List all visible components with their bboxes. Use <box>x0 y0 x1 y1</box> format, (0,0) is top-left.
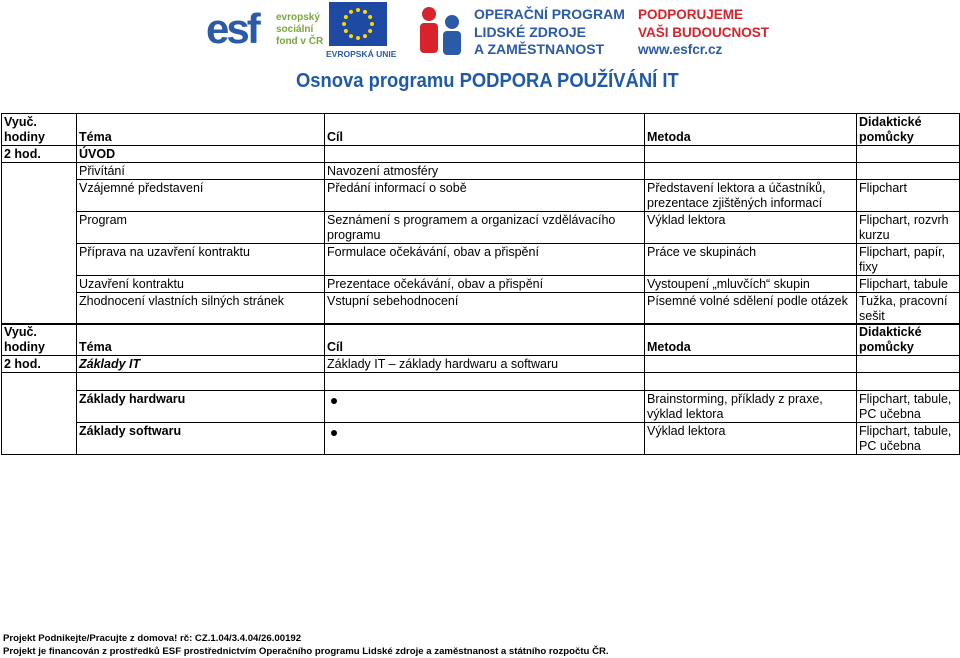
row-aids: Tužka, pracovní sešit <box>857 293 960 325</box>
spacer-row <box>2 373 960 391</box>
op-text <box>474 6 625 59</box>
row-method: Představení lektora a účastníků, prezentace zjištěných informací <box>645 180 857 212</box>
bullet-icon <box>331 430 337 436</box>
table-row <box>2 212 960 244</box>
row-aids: Flipchart <box>857 180 960 212</box>
section-goal: Základy IT – základy hardwaru a softwaru <box>325 356 645 373</box>
row-method: Výklad lektora <box>645 423 857 455</box>
op-people-icon <box>416 4 466 58</box>
table-row <box>2 180 960 212</box>
table-row <box>2 391 960 423</box>
eu-star-icon <box>356 8 360 12</box>
esf-line2: sociální <box>276 24 314 35</box>
row-topic: Zhodnocení vlastních silných stránek <box>77 293 325 325</box>
header-aids: Didaktické pomůcky <box>857 324 960 356</box>
hours-cell-empty <box>2 373 77 455</box>
table-header-row <box>2 324 960 356</box>
row-method: Práce ve skupinách <box>645 244 857 276</box>
op-line1: OPERAČNÍ PROGRAM <box>474 6 625 22</box>
section-row <box>2 146 960 163</box>
header-method: Metoda <box>645 114 857 146</box>
section-topic: ÚVOD <box>77 146 325 163</box>
row-method: Výklad lektora <box>645 212 857 244</box>
row-goal: Navození atmosféry <box>325 163 645 180</box>
page-title: Osnova programu PODPORA POUŽÍVÁNÍ IT <box>296 70 679 92</box>
row-method: Brainstorming, příklady z praxe, výklad lektora <box>645 391 857 423</box>
eu-star-icon <box>344 29 348 33</box>
row-topic: Vzájemné představení <box>77 180 325 212</box>
op-line2: LIDSKÉ ZDROJE <box>474 23 587 40</box>
hours-cell-empty <box>2 163 77 325</box>
table-row <box>2 293 960 325</box>
row-goal: Vstupní sebehodnocení <box>325 293 645 325</box>
header-topic: Téma <box>77 114 325 146</box>
eu-star-icon <box>349 34 353 38</box>
row-goal: Formulace očekávání, obav a přispění <box>325 244 645 276</box>
eu-star-icon <box>368 29 372 33</box>
row-topic: Příprava na uzavření kontraktu <box>77 244 325 276</box>
row-goal: Prezentace očekávání, obav a přispění <box>325 276 645 293</box>
eu-star-icon <box>363 10 367 14</box>
op-line3: A ZAMĚSTNANOST <box>474 41 605 57</box>
pod-line2: VAŠI BUDOUCNOST <box>638 24 770 40</box>
op-lzz-logo <box>414 0 629 64</box>
esf-line3: fond v ČR <box>276 36 324 47</box>
row-method: Vystoupení „mluvčích“ skupin <box>645 276 857 293</box>
row-method: Písemné volné sdělení podle otázek <box>645 293 857 325</box>
footer-funding-line: Projekt je financován z prostředků ESF prostřednictvím Operačního programu Lidské zdroje a zaměstnanost a státního rozpočtu ČR. <box>3 645 609 657</box>
eu-star-icon <box>344 15 348 19</box>
pod-text <box>638 6 769 59</box>
row-aids: Flipchart, tabule, PC učebna <box>857 423 960 455</box>
row-topic: Program <box>77 212 325 244</box>
section-hours: 2 hod. <box>2 146 77 163</box>
header-topic: Téma <box>77 324 325 356</box>
header-hours: Vyuč. hodiny <box>2 324 77 356</box>
row-method <box>645 163 857 180</box>
row-aids: Flipchart, rozvrh kurzu <box>857 212 960 244</box>
table-row <box>2 423 960 455</box>
section-hours: 2 hod. <box>2 356 77 373</box>
table-row <box>2 163 960 180</box>
row-aids: Flipchart, tabule, PC učebna <box>857 391 960 423</box>
row-aids <box>857 163 960 180</box>
section-row <box>2 356 960 373</box>
syllabus-table-intro <box>1 113 960 325</box>
table-row <box>2 244 960 276</box>
row-aids: Flipchart, papír, fixy <box>857 244 960 276</box>
esf-logo-text <box>276 12 323 48</box>
eu-star-icon <box>349 10 353 14</box>
esf-logo-letters: esf <box>206 5 258 52</box>
esf-line1: evropský <box>276 12 320 23</box>
header-hours: Vyuč. hodiny <box>2 114 77 146</box>
row-goal <box>325 423 645 455</box>
table-header-row <box>2 114 960 146</box>
header-method: Metoda <box>645 324 857 356</box>
eu-star-icon <box>342 22 346 26</box>
syllabus-table-it-basics <box>1 323 960 455</box>
eu-star-icon <box>363 34 367 38</box>
row-goal <box>325 391 645 423</box>
row-topic: Základy softwaru <box>77 423 325 455</box>
pod-url: www.esfcr.cz <box>638 42 723 57</box>
bullet-icon <box>331 398 337 404</box>
header-goal: Cíl <box>325 324 645 356</box>
podporujeme-logo <box>636 0 782 64</box>
row-topic: Přivítání <box>77 163 325 180</box>
logo-strip <box>204 0 782 64</box>
header-goal: Cíl <box>325 114 645 146</box>
eu-flag-icon <box>329 2 387 46</box>
eu-label: EVROPSKÁ UNIE <box>326 49 397 59</box>
row-aids: Flipchart, tabule <box>857 276 960 293</box>
eu-star-icon <box>356 36 360 40</box>
esf-logo <box>204 0 403 64</box>
table-row <box>2 276 960 293</box>
footer <box>3 633 609 658</box>
row-goal: Seznámení s programem a organizací vzdělávacího programu <box>325 212 645 244</box>
header-aids: Didaktické pomůcky <box>857 114 960 146</box>
row-topic: Základy hardwaru <box>77 391 325 423</box>
section-topic: Základy IT <box>77 356 325 373</box>
eu-star-icon <box>370 22 374 26</box>
eu-star-icon <box>368 15 372 19</box>
pod-line1: PODPORUJEME <box>638 7 744 22</box>
footer-project-line: Projekt Podnikejte/Pracujte z domova! rč: CZ.1.04/3.4.04/26.00192 <box>3 633 302 644</box>
row-topic: Uzavření kontraktu <box>77 276 325 293</box>
row-goal: Předání informací o sobě <box>325 180 645 212</box>
